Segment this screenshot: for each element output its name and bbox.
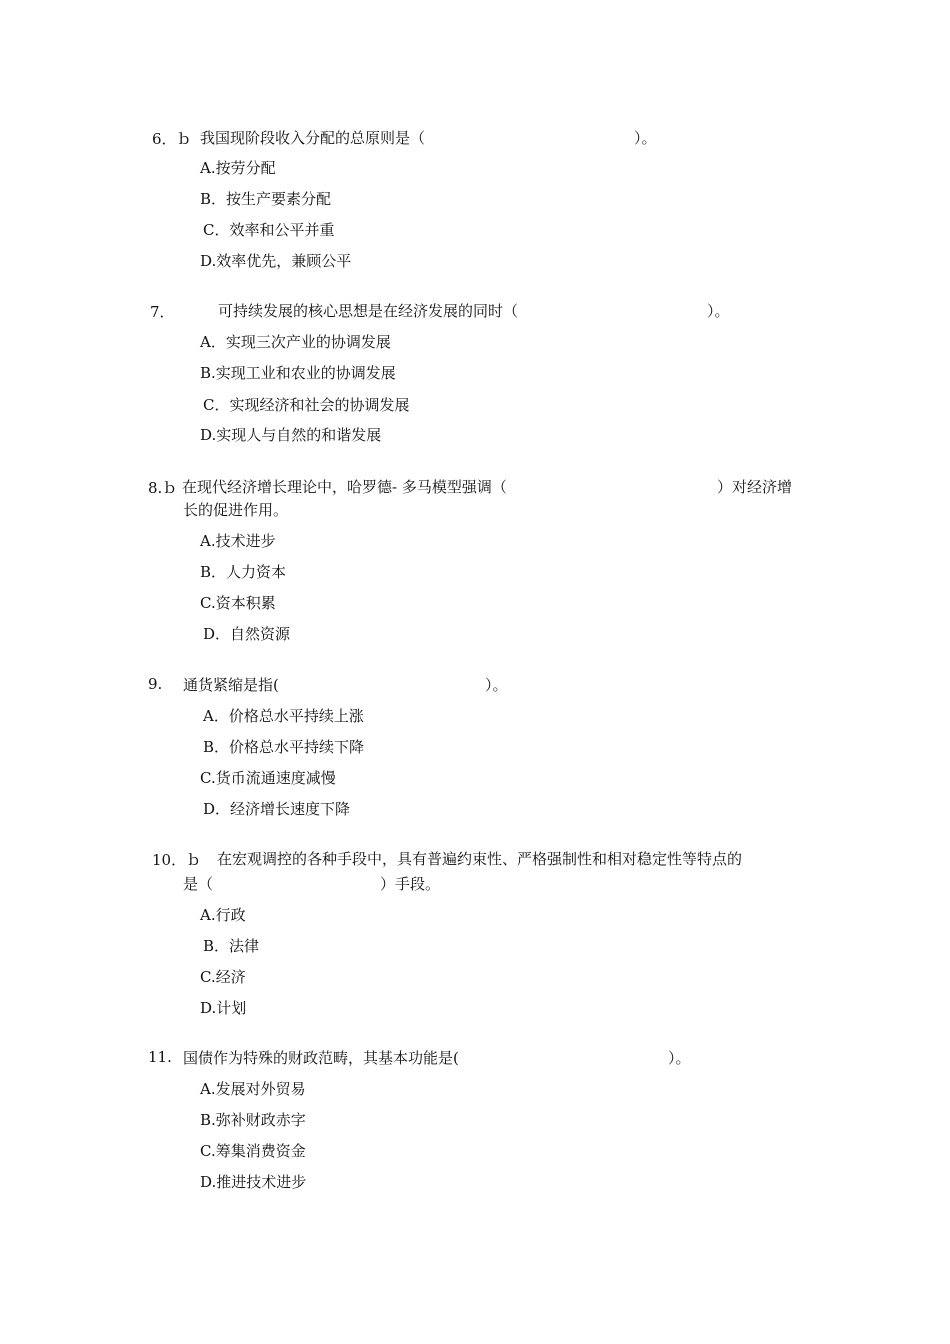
blank-close: ）手段。 <box>380 875 441 893</box>
option-c: C.资本积累 <box>200 594 276 612</box>
option-b: B.实现工业和农业的协调发展 <box>200 364 396 382</box>
question-stem: 通货紧缩是指( <box>183 676 279 694</box>
option-a: A.技术进步 <box>200 532 276 550</box>
question-stem: 可持续发展的核心思想是在经济发展的同时（ <box>218 302 519 320</box>
option-d: D．经济增长速度下降 <box>203 800 351 818</box>
option-a: A.按劳分配 <box>200 159 276 177</box>
option-d: D.效率优先，兼顾公平 <box>200 252 352 270</box>
option-c: C.货币流通速度减慢 <box>200 769 336 787</box>
option-b: B．人力资本 <box>200 563 287 581</box>
blank-close: ）。 <box>485 676 508 694</box>
blank-close: ）对经济增 <box>717 478 793 496</box>
option-c: C.经济 <box>200 968 246 986</box>
option-a: A．价格总水平持续上涨 <box>203 707 364 725</box>
option-b: B．法律 <box>203 937 260 955</box>
option-d: D.实现人与自然的和谐发展 <box>200 426 382 444</box>
option-b: B.弥补财政赤字 <box>200 1111 306 1129</box>
option-c: C．实现经济和社会的协调发展 <box>203 396 410 414</box>
question-number: 7． <box>150 303 175 321</box>
option-b: B．价格总水平持续下降 <box>203 738 365 756</box>
question-stem: 我国现阶段收入分配的总原则是（ <box>200 129 426 147</box>
question-stem: 在现代经济增长理论中，哈罗德- 多马模型强调（ <box>182 478 507 496</box>
option-b: B．按生产要素分配 <box>200 190 332 208</box>
question-number: 6．ｂ <box>152 130 192 148</box>
option-a: A.行政 <box>200 906 246 924</box>
question-stem: 国债作为特殊的财政范畴，其基本功能是( <box>183 1049 459 1067</box>
option-d: D.推进技术进步 <box>200 1173 307 1191</box>
option-d: D．自然资源 <box>203 625 291 643</box>
question-number: 11. <box>148 1048 172 1066</box>
question-number: 10．ｂ <box>152 851 202 869</box>
blank-close: ）。 <box>707 302 730 320</box>
option-a: A．实现三次产业的协调发展 <box>200 333 391 351</box>
blank-close: ）。 <box>634 129 657 147</box>
question-stem: 在宏观调控的各种手段中，具有普遍约束性、严格强制性和相对稳定性等特点的 <box>217 850 743 868</box>
option-c: C.筹集消费资金 <box>200 1142 306 1160</box>
question-number: 8.ｂ <box>148 479 178 497</box>
option-d: D.计划 <box>200 999 247 1017</box>
option-c: C．效率和公平并重 <box>203 221 335 239</box>
question-stem-continued: 长的促进作用。 <box>183 501 289 519</box>
blank-close: ）。 <box>668 1049 691 1067</box>
question-stem-continued: 是（ <box>183 875 214 893</box>
question-number: 9. <box>148 675 163 693</box>
option-a: A.发展对外贸易 <box>200 1080 306 1098</box>
